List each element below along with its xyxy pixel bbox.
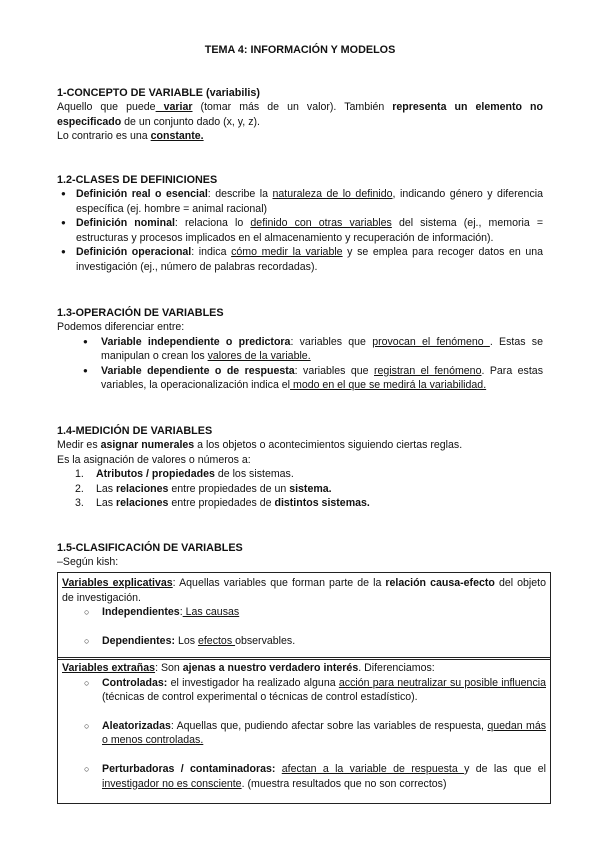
section-heading: 1.4-MEDICIÓN DE VARIABLES (57, 425, 213, 437)
list-item: ● Variable independiente o predictora: variables que provocan el fenómeno . Estas se manipulan o crean los valores de la variable. (57, 335, 543, 364)
paragraph: Aquello que puede variar (tomar más de un valor). También representa un elemento no especificado de un conjunto dado (x, y, z). (57, 101, 543, 128)
section-heading: 1.5-CLASIFICACIÓN DE VARIABLES (57, 542, 243, 554)
paragraph: –Según kish: (57, 556, 119, 568)
section-medicion-variables (57, 424, 543, 511)
section-clases-definiciones (57, 173, 543, 275)
paragraph: Podemos diferenciar entre: (57, 321, 185, 333)
paragraph: Es la asignación de valores o números a: (57, 453, 251, 466)
section-heading: 1.2-CLASES DE DEFINICIONES (57, 174, 218, 186)
page-title: TEMA 4: INFORMACIÓN Y MODELOS (204, 44, 396, 56)
list-item: ○ Perturbadoras / contaminadoras: afectan a la variable de respuesta y de las que el investigador no es consciente. (muestra resultados que no son correctos) (62, 762, 546, 791)
paragraph: Medir es asignar numerales a los objetos o acontecimientos siguiendo ciertas reglas. (57, 439, 463, 451)
list-item: ● Definición operacional: indica cómo medir la variable y se emplea para recoger datos en una investigación (ej., número de palabras recordadas). (57, 245, 543, 274)
section-heading: 1.3-OPERACIÓN DE VARIABLES (57, 307, 224, 319)
list-item: ○ Controladas: el investigador ha realizado alguna acción para neutralizar su posible influencia (técnicas de control experimental o técnicas de control estadístico). (62, 676, 546, 705)
section-heading: 1-CONCEPTO DE VARIABLE (variabilis) (57, 87, 260, 99)
list-item: ● Variable dependiente o de respuesta: variables que registran el fenómeno. Para estas variables, la operacionalización indica el modo en el que se medirá la variabilidad. (57, 364, 543, 393)
section-concepto-variable (57, 86, 543, 144)
paragraph: Variables extrañas: Son ajenas a nuestro verdadero interés. Diferenciamos: (62, 662, 435, 674)
paragraph: Variables explicativas: Aquellas variables que forman parte de la relación causa-efecto del objeto de investigación. (62, 577, 547, 604)
paragraph: Lo contrario es una constante. (57, 130, 204, 143)
box-variables-extranas (57, 657, 551, 804)
list-item: 2. Las relaciones entre propiedades de un sistema. (75, 482, 332, 495)
section-clasificacion-variables (57, 541, 543, 570)
section-operacion-variables (57, 306, 543, 393)
list-item: ○ Dependientes: Los efectos observables. (62, 634, 546, 649)
list-item: 3. Las relaciones entre propiedades de distintos sistemas. (75, 497, 370, 510)
box-variables-explicativas (57, 572, 551, 660)
list-item: ○ Aleatorizadas: Aquellas que, pudiendo afectar sobre las variables de respuesta, quedan más o menos controladas. (62, 719, 546, 748)
list-item: ○ Independientes: Las causas (62, 605, 546, 620)
list-item: ● Definición real o esencial: describe la naturaleza de lo definido, indicando género y diferencia específica (ej. hombre = animal racional) (57, 187, 543, 216)
list-item: 1. Atributos / propiedades de los sistemas. (75, 468, 294, 481)
list-item: ● Definición nominal: relaciona lo definido con otras variables del sistema (ej., memoria = estructuras y procesos implicados en el almacenamiento y recuperación de información). (57, 216, 543, 245)
